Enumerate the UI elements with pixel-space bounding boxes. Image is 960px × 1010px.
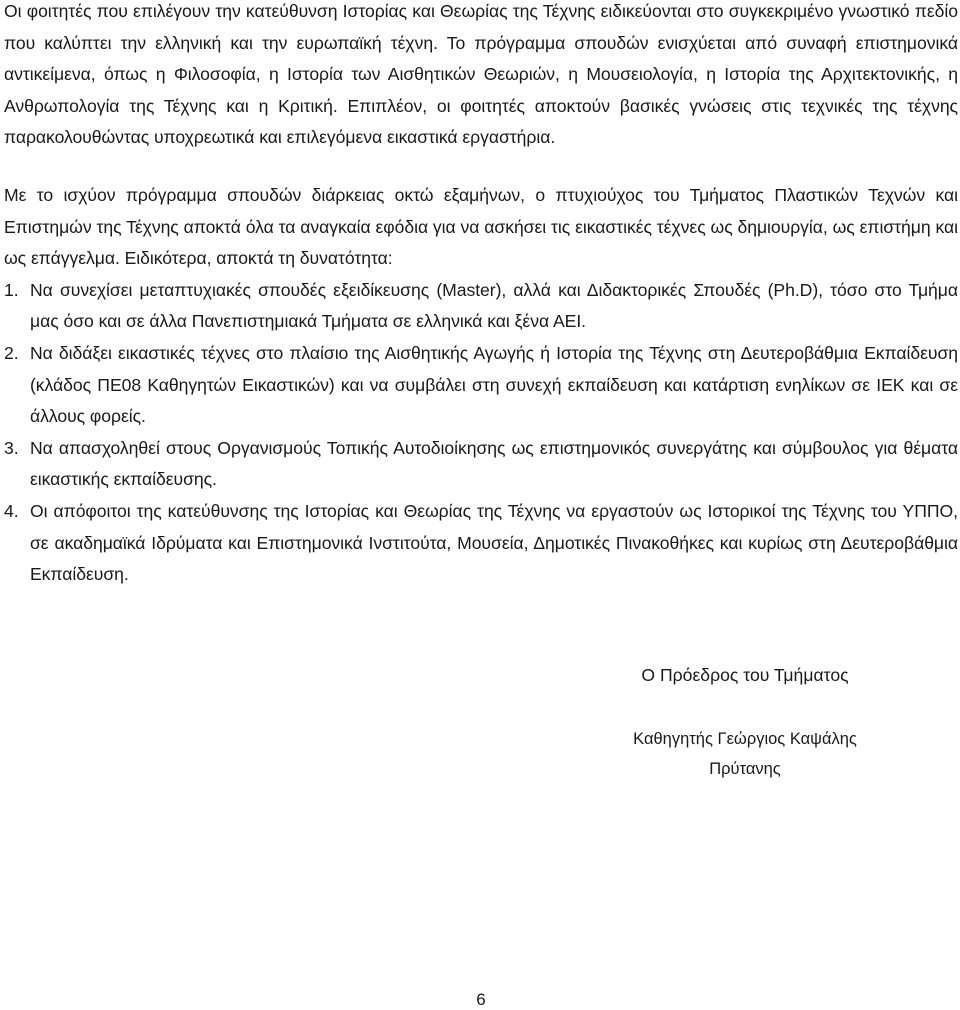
document-body: [4, 0, 958, 591]
list-item-text: Να απασχοληθεί στους Οργανισμούς Τοπικής Αυτοδιοίκησης ως επιστημονικός συνεργάτης και σύμβουλος για θέματα εικαστικής εκπαίδευσης.: [30, 437, 958, 490]
list-item-number: 3.: [4, 437, 19, 458]
list-item: [4, 275, 958, 338]
list-item: [4, 496, 958, 591]
list-item-number: 2.: [4, 342, 19, 363]
list-item-text: Να συνεχίσει μεταπτυχιακές σπουδές εξειδίκευσης (Master), αλλά και Διδακτορικές Σπουδές (Ph.D), τόσο στο Τμήμα μας όσο και σε άλλα Πανεπιστημιακά Τμήματα σε ελληνικά και ξένα ΑΕΙ.: [30, 279, 958, 332]
list-item-number: 1.: [4, 279, 19, 300]
page-number: 6: [476, 990, 486, 1009]
program-paragraph: Με το ισχύον πρόγραμμα σπουδών διάρκειας οκτώ εξαμήνων, ο πτυχιούχος του Τμήματος Πλαστικών Τεχνών και Επιστημών της Τέχνης αποκτά όλα τα αναγκαία εφόδια για να ασκήσει τις εικαστικές τέχνες ως δημιουργία, ως επιστήμη και ως επάγγελμα. Ειδικότερα, αποκτά τη δυνατότητα:: [4, 184, 958, 269]
list-item: [4, 433, 958, 496]
signatory-role: Ο Πρόεδρος του Τμήματος: [641, 665, 849, 685]
signatory-name: Καθηγητής Γεώργιος Καψάλης: [633, 730, 857, 748]
list-item-text: Να διδάξει εικαστικές τέχνες στο πλαίσιο της Αισθητικής Αγωγής ή Ιστορία της Τέχνης στη Δευτεροβάθμια Εκπαίδευση (κλάδος ΠΕ08 Καθηγητών Εικαστικών) και να συμβάλει στη συνεχή εκπαίδευση και κατάρτιση ενηλίκων σε ΙΕΚ και σε άλλους φορείς.: [30, 342, 958, 427]
signature-block: [560, 660, 930, 784]
signatory-title: Πρύτανης: [709, 760, 781, 778]
intro-paragraph: Οι φοιτητές που επιλέγουν την κατεύθυνση Ιστορίας και Θεωρίας της Τέχνης ειδικεύονται στο συγκεκριμένο γνωστικό πεδίο που καλύπτει την ελληνική και την ευρωπαϊκή τέχνη. Το πρόγραμμα σπουδών ενισχύεται από συναφή επιστημονικά αντικείμενα, όπως η Φιλοσοφία, η Ιστορία των Αισθητικών Θεωριών, η Μουσειολογία, η Ιστορία της Αρχιτεκτονικής, η Ανθρωπολογία της Τέχνης και η Κριτική. Επιπλέον, οι φοιτητές αποκτούν βασικές γνώσεις στις τεχνικές της τέχνης παρακολουθώντας υποχρεωτικά και επιλεγόμενα εικαστικά εργαστήρια.: [4, 1, 958, 148]
opportunities-list: [4, 275, 958, 591]
list-item: [4, 338, 958, 433]
list-item-text: Οι απόφοιτοι της κατεύθυνσης της Ιστορίας και Θεωρίας της Τέχνης να εργαστούν ως Ιστορικοί της Τέχνης του ΥΠΠΟ, σε ακαδημαϊκά Ιδρύματα και Επιστημονικά Ινστιτούτα, Μουσεία, Δημοτικές Πινακοθήκες και κυρίως στη Δευτεροβάθμια Εκπαίδευση.: [30, 500, 958, 585]
list-item-number: 4.: [4, 500, 19, 521]
